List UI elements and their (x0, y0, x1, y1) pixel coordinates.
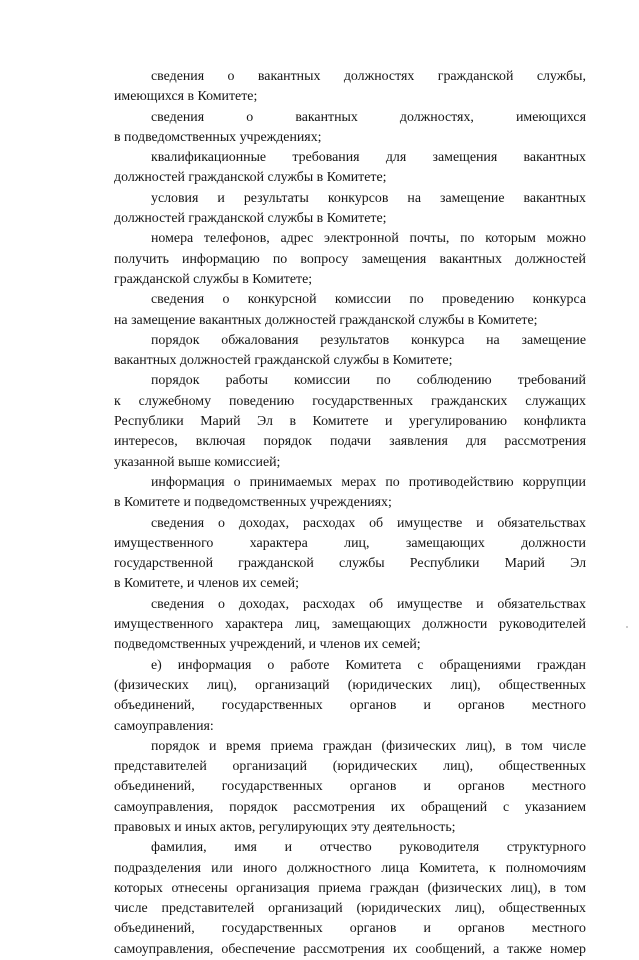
text-line: представителей организаций (юридических лиц), общественных (114, 759, 586, 775)
text-line: объединений, государственных органов и органов местного (114, 921, 586, 937)
paragraph (114, 67, 586, 108)
text-line: имущественного характера лиц, замещающих должности (114, 535, 586, 551)
paragraph (114, 290, 586, 331)
text-line: (физических лиц), организаций (юридических лиц), общественных (114, 677, 586, 693)
text-line: должностей гражданской службы в Комитете; (114, 170, 387, 186)
text-line: квалификационные требования для замещения вакантных (151, 150, 586, 166)
text-line: государственной гражданской службы Республики Марий Эл (114, 556, 586, 572)
paragraph (114, 229, 586, 290)
text-line: порядок работы комиссии по соблюдению требований (151, 373, 586, 389)
paragraph (114, 595, 586, 656)
text-line: е) информация о работе Комитета с обращениями граждан (151, 657, 586, 673)
text-line: фамилия, имя и отчество руководителя структурного (151, 840, 586, 856)
text-line: гражданской службы в Комитете; (114, 271, 313, 287)
text-line: самоуправления, порядок рассмотрения их обращений с указанием (114, 799, 586, 815)
text-line: имеющихся в Комитете; (114, 89, 258, 105)
text-line: в подведомственных учреждениях; (114, 129, 322, 145)
text-line: сведения о конкурсной комиссии по проведению конкурса (151, 292, 586, 308)
paragraph (114, 331, 586, 372)
text-line: вакантных должностей гражданской службы в Комитете; (114, 353, 453, 369)
text-line: указанной выше комиссией; (114, 454, 281, 470)
text-line: объединений, государственных органов и органов местного (114, 698, 586, 714)
text-line: должностей гражданской службы в Комитете; (114, 211, 387, 227)
text-line: на замещение вакантных должностей гражданской службы в Комитете; (114, 312, 538, 328)
text-line: имущественного характера лиц, замещающих должности руководителей (114, 617, 586, 633)
paragraph (114, 514, 586, 595)
text-line: к служебному поведению государственных гражданских служащих (114, 393, 586, 409)
text-line: самоуправления: (114, 718, 214, 734)
text-line: подразделения или иного должностного лица Комитета, к полномочиям (114, 860, 586, 876)
text-line: интересов, включая порядок подачи заявления для рассмотрения (114, 434, 586, 450)
text-line: информация о принимаемых мерах по противодействию коррупции (151, 474, 586, 490)
paragraph (114, 656, 586, 737)
paragraph (114, 371, 586, 472)
document-body (114, 67, 586, 960)
paragraph (114, 108, 586, 149)
paragraph (114, 473, 586, 514)
text-line: в Комитете и подведомственных учреждениях; (114, 495, 392, 511)
text-line: правовых и иных актов, регулирующих эту деятельность; (114, 819, 456, 835)
text-line: порядок и время приема граждан (физических лиц), в том числе (151, 738, 586, 754)
text-line: сведения о вакантных должностях, имеющихся (151, 109, 586, 125)
text-line: подведомственных учреждений, и членов их семей; (114, 637, 421, 653)
paragraph (114, 189, 586, 230)
text-line: получить информацию по вопросу замещения вакантных должностей (114, 251, 586, 267)
paragraph (114, 148, 586, 189)
text-line: в Комитете, и членов их семей; (114, 576, 299, 592)
text-line: объединений, государственных органов и органов местного (114, 779, 586, 795)
text-line: Республики Марий Эл в Комитете и урегулированию конфликта (114, 414, 586, 430)
text-line: самоуправления, обеспечение рассмотрения их сообщений, а также номер (114, 941, 586, 957)
text-line: числе представителей организаций (юридических лиц), общественных (114, 901, 586, 917)
text-line: номера телефонов, адрес электронной почты, по которым можно (151, 231, 586, 247)
text-line: порядок обжалования результатов конкурса на замещение (151, 332, 586, 348)
paragraph (114, 737, 586, 838)
text-line: которых отнесены организация приема граждан (физических лиц), в том (114, 880, 586, 896)
text-line: сведения о доходах, расходах об имуществе и обязательствах (151, 515, 586, 531)
text-line: сведения о вакантных должностях гражданской службы, (151, 69, 586, 84)
paragraph (114, 838, 586, 960)
text-line: условия и результаты конкурсов на замещение вакантных (151, 190, 586, 206)
text-line: сведения о доходах, расходах об имуществе и обязательствах (151, 596, 586, 612)
scan-speck (626, 626, 628, 628)
